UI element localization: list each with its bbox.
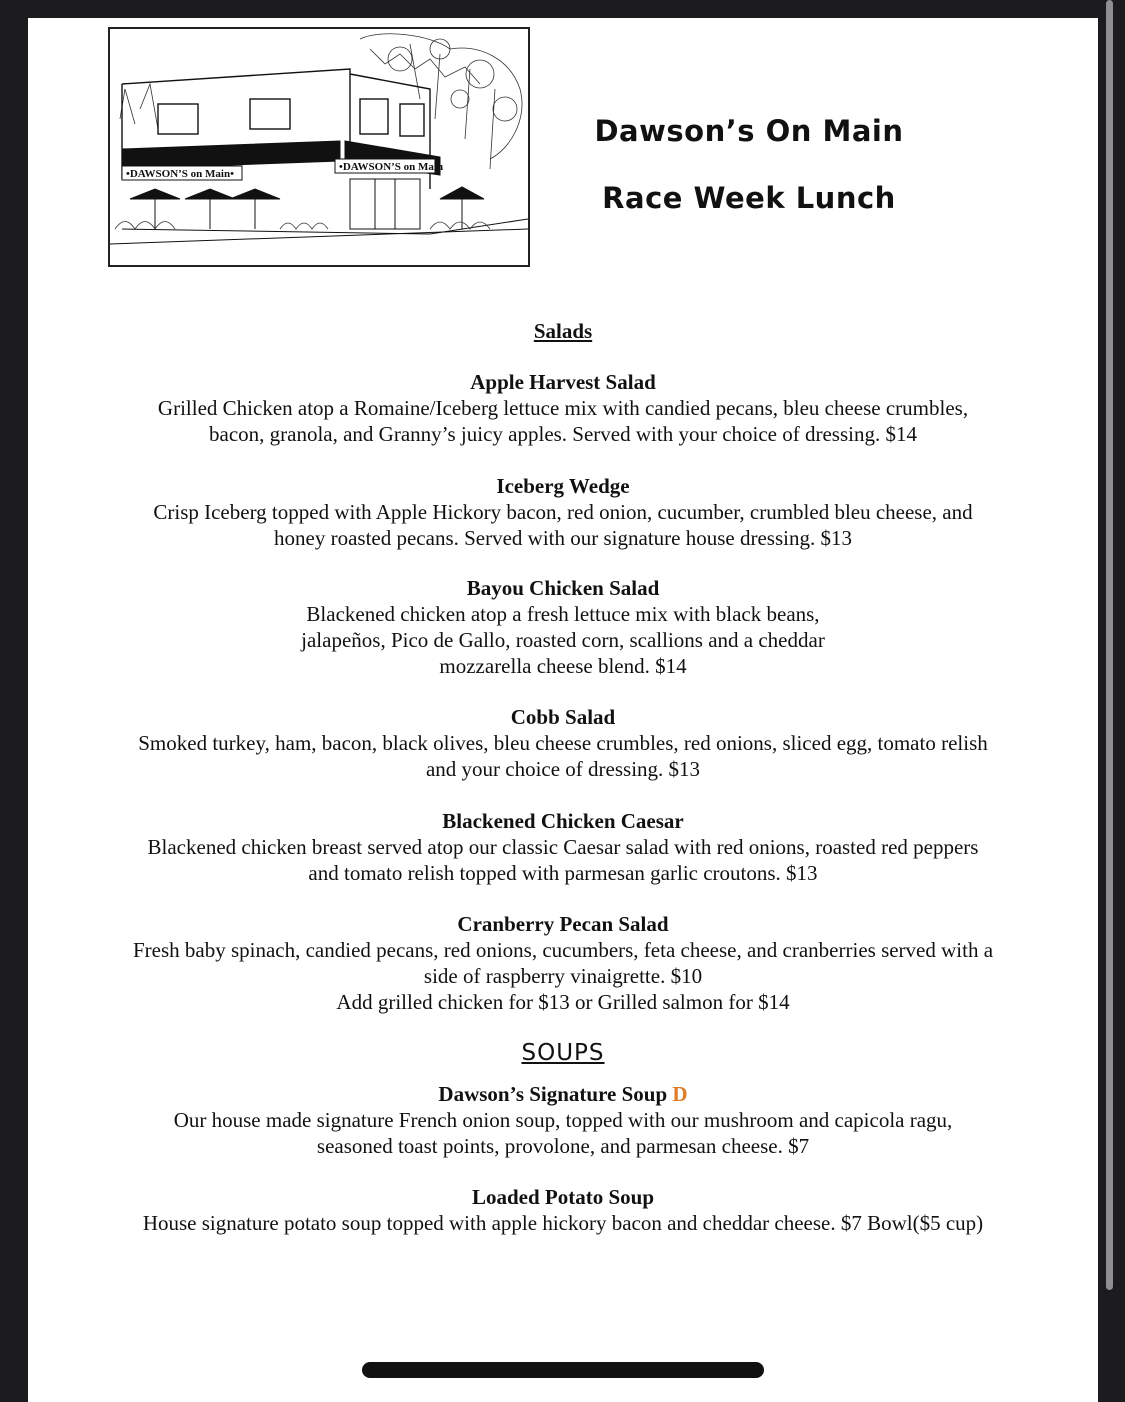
item-name: Blackened Chicken Caesar [442,809,684,833]
item-name: Iceberg Wedge [496,474,630,498]
menu-item [28,473,1098,551]
item-name: Dawson’s Signature Soup [438,1082,668,1106]
menu-item [28,1184,1098,1236]
item-description: House signature potato soup topped with apple hickory bacon and cheddar cheese. $7 Bowl($5 cup) [142,1211,984,1235]
item-description: Grilled Chicken atop a Romaine/Iceberg lettuce mix with candied pecans, bleu cheese crumbles, [157,396,969,420]
item-description: Smoked turkey, ham, bacon, black olives, bleu cheese crumbles, red onions, sliced egg, tomato relish [138,731,988,755]
menu-page [28,18,1098,1402]
item-description: mozzarella cheese blend. $14 [439,654,687,678]
vertical-scrollbar[interactable] [1106,0,1113,1290]
item-description: and tomato relish topped with parmesan garlic croutons. $13 [308,861,818,885]
item-description: Our house made signature French onion soup, topped with our mushroom and capicola ragu, [173,1108,953,1132]
item-description: side of raspberry vinaigrette. $10 [423,964,703,988]
home-indicator[interactable] [362,1362,764,1378]
item-description: Fresh baby spinach, candied pecans, red onions, cucumbers, feta cheese, and cranberries served with a [132,938,994,962]
soups-heading: SOUPS [521,1040,605,1066]
restaurant-illustration [108,27,530,267]
sign-right-text: •DAWSON’S on Main [339,161,444,173]
signature-badge: D [672,1082,688,1106]
item-description: Add grilled chicken for $13 or Grilled salmon for $14 [336,990,790,1014]
item-name: Cranberry Pecan Salad [457,912,669,936]
menu-item [28,704,1098,782]
item-description: Crisp Iceberg topped with Apple Hickory bacon, red onion, cucumber, crumbled bleu cheese, and [153,500,973,524]
item-description: honey roasted pecans. Served with our signature house dressing. $13 [274,526,852,550]
item-description: jalapeños, Pico de Gallo, roasted corn, scallions and a cheddar [301,628,825,652]
item-name: Apple Harvest Salad [470,370,656,394]
item-description: bacon, granola, and Granny’s juicy apples. Served with your choice of dressing. $14 [209,422,917,446]
menu-item [28,1081,1098,1159]
page-title: Dawson’s On Main [594,114,904,148]
item-name: Cobb Salad [510,705,616,729]
menu-item [28,369,1098,447]
item-description: Blackened chicken breast served atop our classic Caesar salad with red onions, roasted red peppers [147,835,979,859]
sign-left-text: •DAWSON’S on Main• [126,168,234,180]
item-description: Blackened chicken atop a fresh lettuce mix with black beans, [306,602,820,626]
menu-item [28,575,1098,679]
item-name: Bayou Chicken Salad [466,576,660,600]
menu-item [28,911,1098,1015]
item-description: seasoned toast points, provolone, and parmesan cheese. $7 [316,1134,810,1158]
item-name: Loaded Potato Soup [471,1185,655,1209]
item-description: and your choice of dressing. $13 [425,757,701,781]
salads-heading: Salads [533,319,593,343]
page-subtitle: Race Week Lunch [602,181,896,215]
menu-item [28,808,1098,886]
